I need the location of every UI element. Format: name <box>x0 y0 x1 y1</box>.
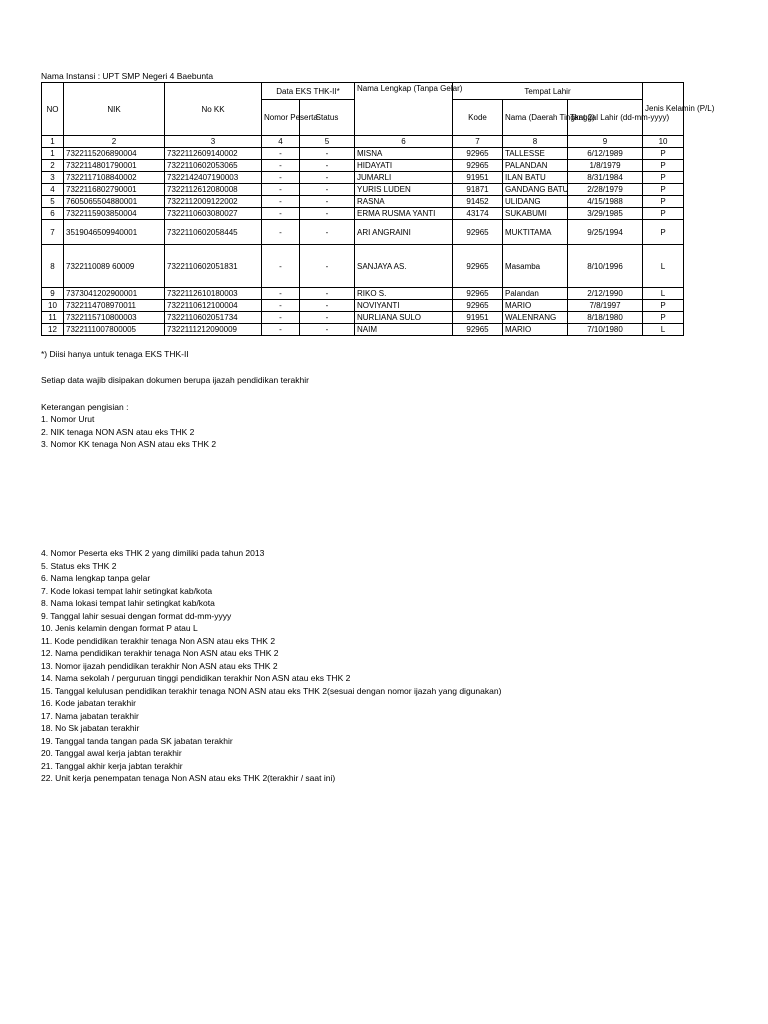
table-row <box>42 288 684 300</box>
header-nama-lengkap: Nama Lengkap (Tanpa Gelar) <box>355 83 453 136</box>
keterangan-list-a <box>41 413 216 451</box>
list-item: 7. Kode lokasi tempat lahir setingkat kab/kota <box>41 585 213 596</box>
note-ijazah: Setiap data wajib disipakan dokumen berupa ijazah pendidikan terakhir <box>41 375 309 385</box>
cell-tgl: 2/28/1979 <box>568 184 643 196</box>
list-item: 12. Nama pendidikan terakhir tenaga Non ASN atau eks THK 2 <box>41 648 279 658</box>
table-row <box>42 160 684 172</box>
list-item: 9. Tanggal lahir sesuai dengan format dd-mm-yyyy <box>41 610 232 621</box>
col-number: 4 <box>262 136 300 148</box>
cell-tgl: 8/10/1996 <box>568 245 643 288</box>
header-data-eks: Data EKS THK-II* <box>262 83 355 100</box>
cell-nama: NAIM <box>355 324 453 336</box>
cell-nik: 3519046509940001 <box>64 220 165 245</box>
cell-nama: NOVIYANTI <box>355 300 453 312</box>
table-row <box>42 324 684 336</box>
cell-kode: 92965 <box>453 148 503 160</box>
cell-peserta: - <box>262 288 300 300</box>
cell-no: 7 <box>42 220 64 245</box>
cell-tgl: 7/8/1997 <box>568 300 643 312</box>
header-tanggal-lahir: Tanggal Lahir (dd-mm-yyyy) <box>568 100 643 136</box>
cell-nik: 7322115903850004 <box>64 208 165 220</box>
cell-kode: 92965 <box>453 160 503 172</box>
cell-no: 5 <box>42 196 64 208</box>
cell-nokk: 7322110602058445 <box>165 220 262 245</box>
cell-tgl: 6/12/1989 <box>568 148 643 160</box>
cell-daerah: WALENRANG <box>503 312 568 324</box>
cell-status: - <box>300 172 355 184</box>
cell-daerah: PALANDAN <box>503 160 568 172</box>
cell-nokk: 7322111212090009 <box>165 324 262 336</box>
table-row <box>42 148 684 160</box>
table-row <box>42 245 684 288</box>
table-row <box>42 300 684 312</box>
cell-status: - <box>300 300 355 312</box>
col-number: 3 <box>165 136 262 148</box>
cell-status: - <box>300 160 355 172</box>
cell-jk: P <box>643 160 684 172</box>
cell-tgl: 2/12/1990 <box>568 288 643 300</box>
cell-nik: 7322111007800005 <box>64 324 165 336</box>
cell-jk: P <box>643 312 684 324</box>
cell-status: - <box>300 312 355 324</box>
list-item: 4. Nomor Peserta eks THK 2 yang dimiliki pada tahun 2013 <box>41 548 265 558</box>
cell-peserta: - <box>262 196 300 208</box>
cell-kode: 91452 <box>453 196 503 208</box>
cell-nama: JUMARLI <box>355 172 453 184</box>
cell-jk: L <box>643 288 684 300</box>
cell-kode: 43174 <box>453 208 503 220</box>
cell-status: - <box>300 184 355 196</box>
data-table <box>41 82 715 336</box>
cell-status: - <box>300 324 355 336</box>
cell-no: 6 <box>42 208 64 220</box>
cell-daerah: MARIO <box>503 300 568 312</box>
table-row <box>42 312 684 324</box>
cell-nama: ERMA RUSMA YANTI <box>355 208 453 220</box>
cell-no: 11 <box>42 312 64 324</box>
header-status: Status <box>300 100 355 136</box>
cell-daerah: ULIDANG <box>503 196 568 208</box>
cell-nik: 7322117108840002 <box>64 172 165 184</box>
cell-daerah: SUKABUMI <box>503 208 568 220</box>
column-number-row <box>42 136 684 148</box>
col-number: 1 <box>42 136 64 148</box>
cell-daerah: Masamba <box>503 245 568 288</box>
header-nama-daerah: Nama (Daerah Tingkat 2) <box>503 100 568 136</box>
cell-tgl: 1/8/1979 <box>568 160 643 172</box>
cell-nik: 7322115710800003 <box>64 312 165 324</box>
cell-status: - <box>300 148 355 160</box>
table-row <box>42 172 684 184</box>
cell-daerah: Palandan <box>503 288 568 300</box>
cell-nik: 7322116802790001 <box>64 184 165 196</box>
cell-kode: 92965 <box>453 300 503 312</box>
cell-nik: 7322110089 60009 <box>64 245 165 288</box>
header-kode: Kode <box>453 100 503 136</box>
list-item: 1. Nomor Urut <box>41 414 95 424</box>
cell-tgl: 4/15/1988 <box>568 196 643 208</box>
cell-jk: P <box>643 220 684 245</box>
cell-nokk: 7322142407190003 <box>165 172 262 184</box>
cell-peserta: - <box>262 245 300 288</box>
cell-no: 9 <box>42 288 64 300</box>
list-item: 6. Nama lengkap tanpa gelar <box>41 573 151 583</box>
list-item: 14. Nama sekolah / perguruan tinggi pendidikan terakhir Non ASN atau eks THK 2 <box>41 673 351 683</box>
cell-peserta: - <box>262 208 300 220</box>
table-row <box>42 220 684 245</box>
cell-status: - <box>300 208 355 220</box>
cell-jk: P <box>643 208 684 220</box>
table-row <box>42 184 684 196</box>
cell-jk: P <box>643 184 684 196</box>
cell-status: - <box>300 245 355 288</box>
cell-no: 12 <box>42 324 64 336</box>
cell-nik: 7373041202900001 <box>64 288 165 300</box>
col-number: 10 <box>643 136 684 148</box>
cell-kode: 92965 <box>453 245 503 288</box>
cell-kode: 91951 <box>453 312 503 324</box>
cell-peserta: - <box>262 160 300 172</box>
cell-jk: P <box>643 300 684 312</box>
list-item: 3. Nomor KK tenaga Non ASN atau eks THK 2 <box>41 439 217 449</box>
cell-kode: 91871 <box>453 184 503 196</box>
cell-nama: HIDAYATI <box>355 160 453 172</box>
list-item: 2. NIK tenaga NON ASN atau eks THK 2 <box>41 426 195 437</box>
list-item: 5. Status eks THK 2 <box>41 560 117 571</box>
cell-peserta: - <box>262 312 300 324</box>
header-nokk: No KK <box>165 83 262 136</box>
header-tempat-lahir: Tempat Lahir <box>453 83 643 100</box>
col-number: 6 <box>355 136 453 148</box>
cell-peserta: - <box>262 184 300 196</box>
list-item: 8. Nama lokasi tempat lahir setingkat kab/kota <box>41 598 215 608</box>
cell-no: 3 <box>42 172 64 184</box>
cell-daerah: MUKTITAMA <box>503 220 568 245</box>
keterangan-list-b <box>41 547 501 785</box>
cell-daerah: ILAN BATU <box>503 172 568 184</box>
cell-nokk: 7322112009122002 <box>165 196 262 208</box>
cell-status: - <box>300 196 355 208</box>
header-no: NO <box>42 83 64 136</box>
cell-nama: RASNA <box>355 196 453 208</box>
cell-nama: RIKO S. <box>355 288 453 300</box>
footnote: *) Diisi hanya untuk tenaga EKS THK-II <box>41 349 189 359</box>
cell-daerah: MARIO <box>503 324 568 336</box>
cell-nama: NURLIANA SULO <box>355 312 453 324</box>
list-item: 15. Tanggal kelulusan pendidikan terakhir tenaga NON ASN atau eks THK 2(sesuai dengan nomor ijazah yang digunakan) <box>41 685 502 696</box>
cell-jk: P <box>643 148 684 160</box>
cell-daerah: GANDANG BATU <box>503 184 568 196</box>
cell-nokk: 7322110602051734 <box>165 312 262 324</box>
cell-daerah: TALLESSE <box>503 148 568 160</box>
cell-jk: P <box>643 196 684 208</box>
header-nomor-peserta: Nomor Peserta <box>262 100 300 136</box>
cell-nik: 7605065504880001 <box>64 196 165 208</box>
cell-tgl: 7/10/1980 <box>568 324 643 336</box>
cell-tgl: 3/29/1985 <box>568 208 643 220</box>
cell-no: 4 <box>42 184 64 196</box>
cell-peserta: - <box>262 324 300 336</box>
header-nik: NIK <box>64 83 165 136</box>
table-row <box>42 208 684 220</box>
cell-kode: 92965 <box>453 288 503 300</box>
list-item: 16. Kode jabatan terakhir <box>41 698 136 708</box>
col-number: 5 <box>300 136 355 148</box>
cell-nik: 7322114801790001 <box>64 160 165 172</box>
cell-nokk: 7322112609140002 <box>165 148 262 160</box>
list-item: 10. Jenis kelamin dengan format P atau L <box>41 623 198 633</box>
cell-nama: MISNA <box>355 148 453 160</box>
cell-status: - <box>300 288 355 300</box>
cell-nama: SANJAYA AS. <box>355 245 453 288</box>
cell-nama: YURIS LUDEN <box>355 184 453 196</box>
cell-nama: ARI ANGRAINI <box>355 220 453 245</box>
cell-nik: 7322114708970011 <box>64 300 165 312</box>
list-item: 18. No Sk jabatan terakhir <box>41 723 140 733</box>
list-item: 11. Kode pendidikan terakhir tenaga Non ASN atau eks THK 2 <box>41 635 276 646</box>
cell-nokk: 7322110612100004 <box>165 300 262 312</box>
instansi-label: Nama Instansi : UPT SMP Negeri 4 Baebunta <box>41 71 214 81</box>
cell-jk: L <box>643 324 684 336</box>
cell-peserta: - <box>262 220 300 245</box>
cell-peserta: - <box>262 148 300 160</box>
header-jenis-kelamin: Jenis Kelamin (P/L) <box>643 83 684 136</box>
cell-nokk: 7322112612080008 <box>165 184 262 196</box>
col-number: 2 <box>64 136 165 148</box>
list-item: 21. Tanggal akhir kerja jabtan terakhir <box>41 760 183 771</box>
cell-tgl: 8/18/1980 <box>568 312 643 324</box>
cell-no: 8 <box>42 245 64 288</box>
keterangan-title: Keterangan pengisian : <box>41 402 129 412</box>
list-item: 13. Nomor ijazah pendidikan terakhir Non ASN atau eks THK 2 <box>41 660 278 671</box>
cell-nik: 7322115206890004 <box>64 148 165 160</box>
cell-jk: P <box>643 172 684 184</box>
cell-nokk: 7322110602051831 <box>165 245 262 288</box>
cell-nokk: 7322112610180003 <box>165 288 262 300</box>
cell-peserta: - <box>262 172 300 184</box>
cell-status: - <box>300 220 355 245</box>
list-item: 19. Tanggal tanda tangan pada SK jabatan terakhir <box>41 735 233 746</box>
cell-peserta: - <box>262 300 300 312</box>
cell-no: 1 <box>42 148 64 160</box>
table-row <box>42 196 684 208</box>
cell-nokk: 7322110603080027 <box>165 208 262 220</box>
cell-no: 2 <box>42 160 64 172</box>
cell-kode: 92965 <box>453 324 503 336</box>
col-number: 8 <box>503 136 568 148</box>
list-item: 17. Nama jabatan terakhir <box>41 710 139 721</box>
cell-kode: 91951 <box>453 172 503 184</box>
cell-tgl: 8/31/1984 <box>568 172 643 184</box>
cell-tgl: 9/25/1994 <box>568 220 643 245</box>
cell-kode: 92965 <box>453 220 503 245</box>
col-number: 7 <box>453 136 503 148</box>
cell-no: 10 <box>42 300 64 312</box>
cell-nokk: 7322110602053065 <box>165 160 262 172</box>
list-item: 20. Tanggal awal kerja jabtan terakhir <box>41 748 182 758</box>
col-number: 9 <box>568 136 643 148</box>
cell-jk: L <box>643 245 684 288</box>
list-item: 22. Unit kerja penempatan tenaga Non ASN atau eks THK 2(terakhir / saat ini) <box>41 773 336 783</box>
